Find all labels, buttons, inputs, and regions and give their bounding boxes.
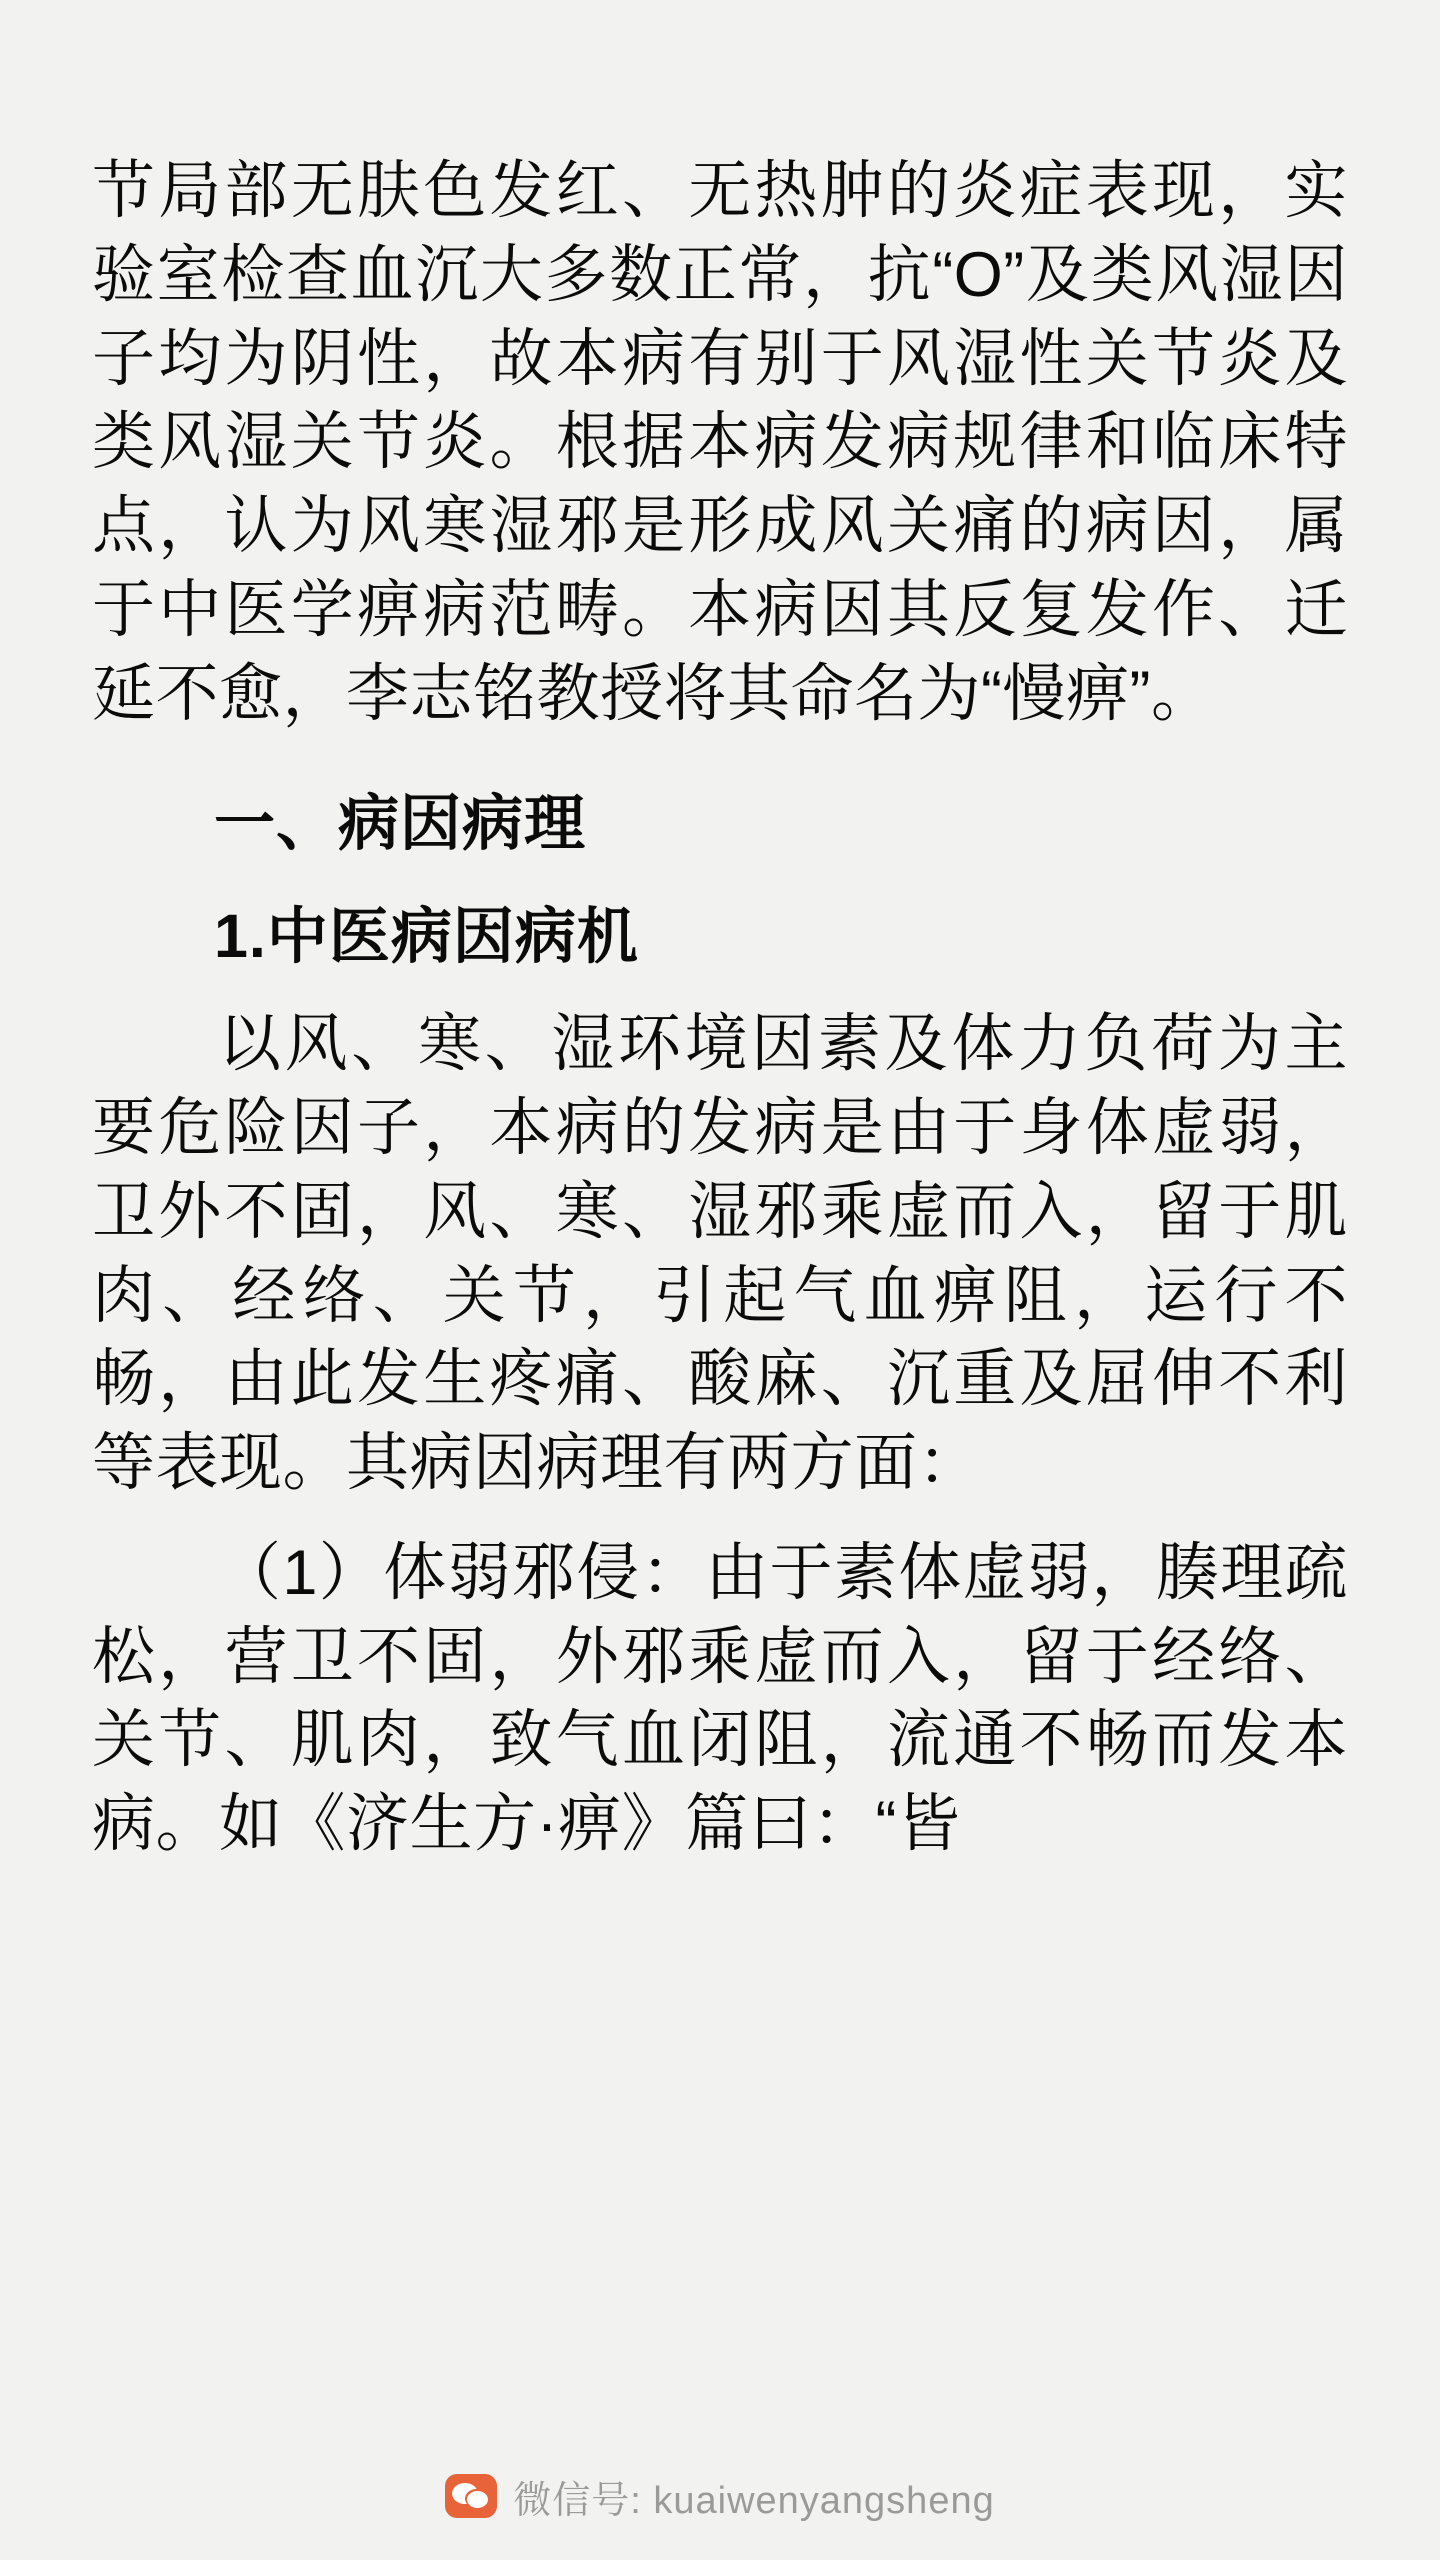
paragraph-2: 以风、寒、湿环境因素及体力负荷为主要危险因子，本病的发病是由于身体虚弱，卫外不固，风、寒、湿邪乘虚而入，留于肌肉、经络、关节，引起气血痹阻，运行不畅，由此发生疼痛、酸麻、沉重及屈伸不利等表现。其病因病理有两方面：	[92, 1009, 1348, 1499]
section-heading-2: 1.中医病因病机	[214, 901, 639, 970]
section-heading-1: 一、病因病理	[214, 789, 587, 858]
footer-account-text: 微信号: kuaiwenyangsheng	[513, 2479, 995, 2522]
footer-watermark	[0, 2432, 1440, 2560]
paragraph-3: （1）体弱邪侵：由于素体虚弱，腠理疏松，营卫不固，外邪乘虚而入，留于经络、关节、肌肉，致气血闭阻，流通不畅而发本病。如《济生方·痹》篇曰：“皆	[92, 1537, 1348, 1860]
paragraph-1: 节局部无肤色发红、无热肿的炎症表现，实验室检查血沉大多数正常，抗“O”及类风湿因子均为阴性，故本病有别于风湿性关节炎及类风湿关节炎。根据本病发病规律和临床特点，认为风寒湿邪是形成风关痛的病因，属于中医学痹病范畴。本病因其反复发作、迁延不愈，李志铭教授将其命名为“慢痹”。	[92, 156, 1348, 729]
wechat-icon	[445, 2474, 497, 2518]
